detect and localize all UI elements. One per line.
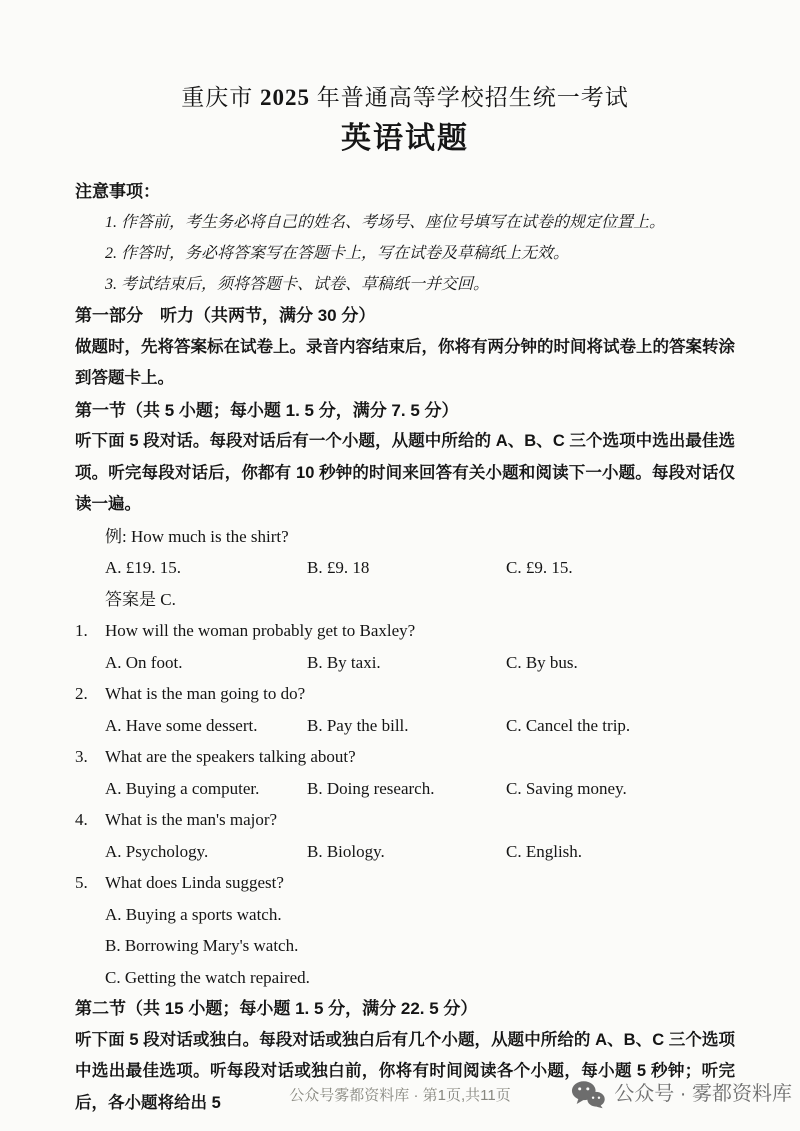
question-5-option-a: A. Buying a sports watch. [105, 904, 282, 924]
question-3-option-a: A. Buying a computer. [105, 778, 260, 798]
question-5 [75, 867, 735, 899]
exam-subtitle: 英语试题 [341, 122, 469, 155]
question-4-text: What is the man's major? [105, 810, 278, 829]
exam-title-prefix: 重庆市 [181, 85, 260, 110]
question-5-text: What does Linda suggest? [105, 873, 284, 892]
example-option-a: A. £19. 15. [105, 558, 182, 577]
footer-watermark: 公众号雾都资料库 · 第1页,共11页 [289, 1087, 511, 1104]
example-options [75, 552, 735, 584]
question-2 [75, 678, 735, 710]
question-5-option-b: B. Borrowing Mary's watch. [105, 936, 299, 955]
exam-title-year: 2025 [260, 85, 310, 110]
question-2-number: 2. [75, 684, 88, 703]
question-1-option-a: A. On foot. [105, 652, 183, 672]
question-4-option-b: B. Biology. [307, 841, 385, 861]
question-5-number: 5. [75, 873, 88, 892]
wechat-icon [571, 1080, 605, 1109]
part1-intro: 做题时，先将答案标在试卷上。录音内容结束后，你将有两分钟的时间将试卷上的答案转涂到答题卡上。 [75, 337, 735, 387]
question-4-number: 4. [75, 810, 88, 829]
example-option-b: B. £9. 18 [307, 558, 370, 577]
question-4-option-a: A. Psychology. [105, 841, 209, 861]
notice-item-2: 2. 作答时，务必将答案写在答题卡上，写在试卷及草稿纸上无效。 [105, 245, 570, 262]
section1-heading: 第一节（共 5 小题；每小题 1. 5 分，满分 7. 5 分） [75, 400, 459, 420]
question-3-text: What are the speakers talking about? [105, 747, 356, 766]
example-answer: 答案是 C. [105, 589, 176, 609]
question-5-option-c: C. Getting the watch repaired. [105, 967, 310, 987]
question-1-option-c: C. By bus. [506, 652, 578, 672]
question-3-options [75, 773, 735, 805]
question-3 [75, 741, 735, 773]
question-4-option-c: C. English. [506, 841, 583, 861]
notice-item-3: 3. 考试结束后，须将答题卡、试卷、草稿纸一并交回。 [105, 276, 490, 293]
question-1 [75, 615, 735, 647]
footer-wechat-badge [571, 1074, 792, 1114]
question-3-option-c: C. Saving money. [506, 778, 627, 798]
question-1-text: How will the woman probably get to Baxley? [105, 621, 416, 640]
section1-instructions: 听下面 5 段对话。每段对话后有一个小题，从题中所给的 A、B、C 三个选项中选出最佳选项。听完每段对话后，你都有 10 秒钟的时间来回答有关小题和阅读下一小题。每段对话仅读一遍。 [75, 432, 735, 513]
question-2-option-a: A. Have some dessert. [105, 715, 258, 735]
question-1-options [75, 647, 735, 679]
question-1-number: 1. [75, 621, 88, 640]
question-5-options [75, 899, 735, 994]
question-3-option-b: B. Doing research. [307, 778, 435, 798]
question-1-option-b: B. By taxi. [307, 652, 381, 672]
notice-item-1: 1. 作答前，考生务必将自己的姓名、考场号、座位号填写在试卷的规定位置上。 [105, 214, 666, 231]
question-2-option-c: C. Cancel the trip. [506, 715, 631, 735]
example-prompt: 例: How much is the shirt? [105, 526, 289, 546]
question-4-options [75, 836, 735, 868]
exam-title-suffix: 年普通高等学校招生统一考试 [310, 85, 629, 110]
question-2-text: What is the man going to do? [105, 684, 306, 703]
notices-heading: 注意事项： [75, 182, 160, 201]
footer-badge-label: 公众号 · 雾都资料库 [614, 1083, 792, 1105]
question-2-options [75, 710, 735, 742]
page-content [75, 0, 735, 1119]
example-option-c: C. £9. 15. [506, 558, 573, 577]
question-3-number: 3. [75, 747, 88, 766]
exam-title [75, 0, 735, 114]
question-4 [75, 804, 735, 836]
part1-heading: 第一部分 听力（共两节，满分 30 分） [75, 306, 376, 325]
question-2-option-b: B. Pay the bill. [307, 715, 409, 735]
section2-instructions: 听下面 5 段对话或独白。每段对话或独白后有几个小题，从题中所给的 A、B、C 三个选项中选出最佳选项。听每段对话或独白前，你将有时间阅读各个小题，每小题 5 秒钟；听完后，各小题将给出 5 [75, 1030, 735, 1112]
section2-heading: 第二节（共 15 小题；每小题 1. 5 分，满分 22. 5 分） [75, 999, 478, 1018]
